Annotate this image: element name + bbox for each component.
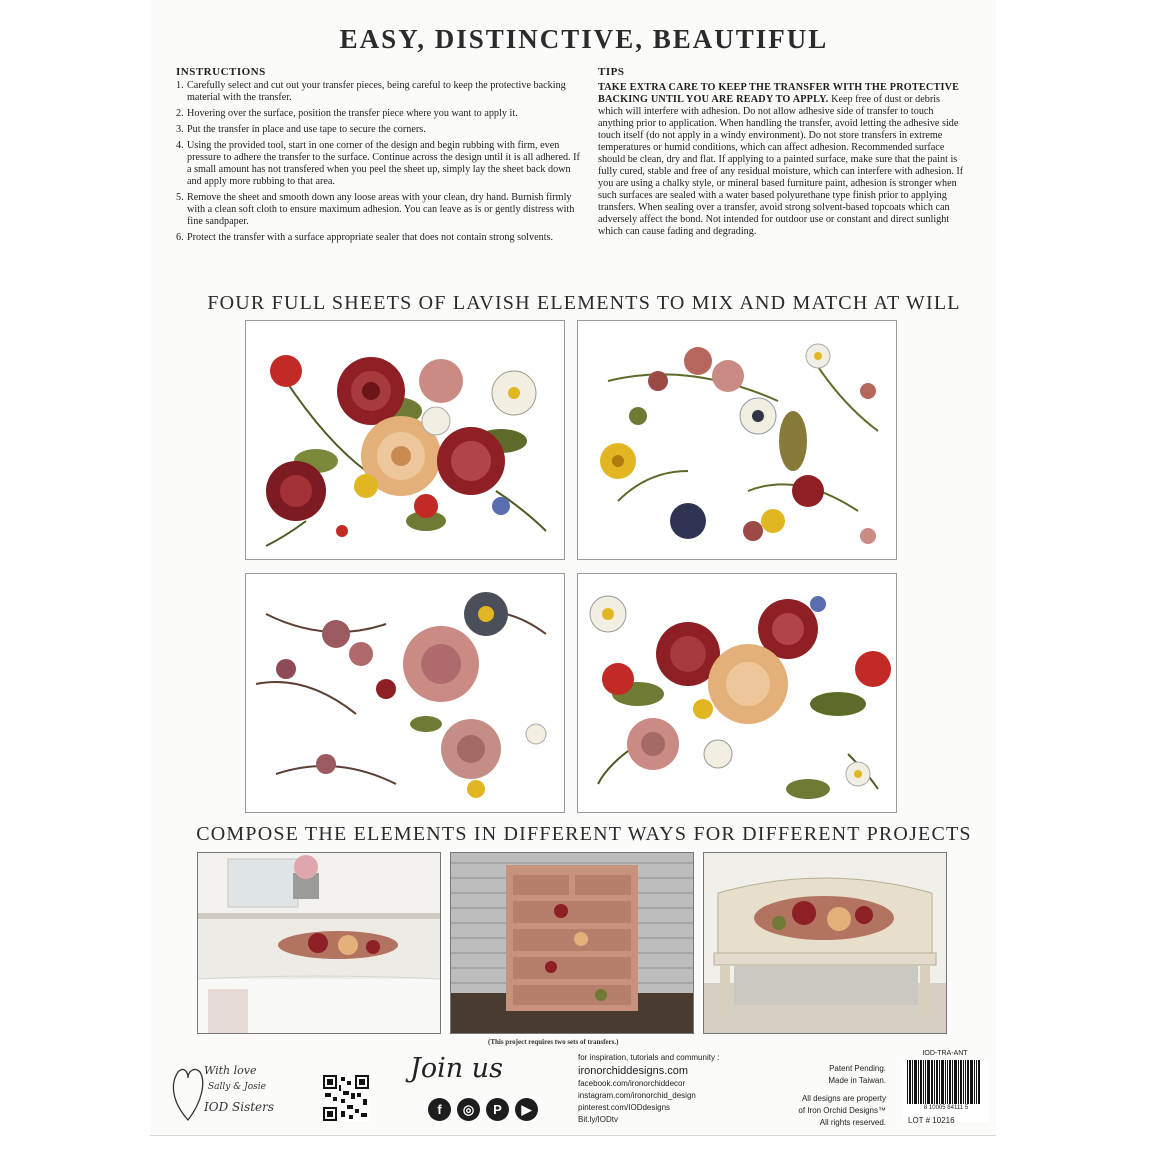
instructions-heading: INSTRUCTIONS (176, 66, 266, 78)
transfer-sheet-1 (245, 320, 565, 560)
floral-bouquet-illustration (246, 321, 564, 559)
blossom-branches-illustration (246, 574, 564, 812)
pinterest-icon[interactable]: P (486, 1098, 509, 1121)
tips-warning: TAKE EXTRA CARE TO KEEP THE TRANSFER WITH THE PROTECTIVE BACKING UNTIL YOU ARE READY TO APPLY. (598, 82, 960, 105)
barcode-number: 8 10005 84111 5 (923, 1105, 969, 1111)
qr-code-graphic (323, 1075, 369, 1121)
project-photo-bathtub (197, 852, 441, 1034)
heart-icon (168, 1062, 208, 1124)
facebook-icon[interactable]: f (428, 1098, 451, 1121)
youtube-icon[interactable]: ▶ (515, 1098, 538, 1121)
links-intro: for inspiration, tutorials and community : (578, 1053, 720, 1062)
page-title: EASY, DISTINCTIVE, BEAUTIFUL (339, 24, 829, 54)
qr-code[interactable] (323, 1075, 369, 1121)
signature: With love Sally & Josie IOD Sisters (168, 1060, 288, 1126)
website-link[interactable]: ironorchiddesigns.com (578, 1065, 689, 1077)
barcode-bars (907, 1060, 989, 1104)
dresser-photo (451, 853, 693, 1033)
pinterest-link[interactable]: pinterest.com/IODdesigns (578, 1103, 671, 1112)
instruction-step: 6. Protect the transfer with a surface appropriate sealer that does not contain strong solvents. (176, 232, 554, 243)
lot-number: LOT # 10216 (908, 1116, 955, 1125)
floral-arrangement-illustration (578, 574, 896, 812)
facebook-link[interactable]: facebook.com/ironorchiddecor (578, 1079, 686, 1088)
instruction-step: 5. Remove the sheet and smooth down any loose areas with your clean, dry hand. Burnish firmly with a clean soft cloth to ensure maximum adhesion. You can leave as is or gently distress with fine sandpaper. (176, 192, 575, 227)
sku-label: IOD-TRA-ANT (922, 1050, 968, 1057)
tips-body: Keep free of dust or debris which will interfere with adhesion. Do not allow adhesive side of transfer to touch anything prior to application. When handling the transfer, avoid letting the adhesive side touch itself (do not apply in a windy environment). Do not store transfers in extreme temperatures or humid conditions, which can affect adhesion. Recommended surface should be clean, dry and flat. If applying to a painted surface, make sure that the paint is fully cured, stable and free of any residual moisture, which can interfere with adhesion. If you are using a chalky style, or mineral based furniture paint, adhesion is stronger when such surfaces are sealed with a water based polyurethane type finish prior to applying transfers. When sealing over a transfer, avoid strong solvent-based topcoats which can adversely affect the bond. Not intended for outdoor use or constant and direct sunlight which can cause fading and degrading. (598, 94, 964, 237)
transfer-sheet-3 (245, 573, 565, 813)
instruction-step: 3. Put the transfer in place and use tape to secure the corners. (176, 124, 426, 135)
bench-photo (704, 853, 946, 1033)
tips-heading: TIPS (598, 66, 625, 78)
youtube-link[interactable]: Bit.ly/IODtv (578, 1115, 619, 1124)
instagram-icon[interactable]: ◎ (457, 1098, 480, 1121)
tips-text (598, 82, 964, 238)
sheets-section-title: FOUR FULL SHEETS OF LAVISH ELEMENTS TO MIX AND MATCH AT WILL (207, 292, 961, 314)
floral-stems-illustration (578, 321, 896, 559)
projects-section-title: COMPOSE THE ELEMENTS IN DIFFERENT WAYS FOR DIFFERENT PROJECTS (196, 823, 972, 845)
instructions-list (176, 80, 586, 248)
bathtub-photo (198, 853, 440, 1033)
transfer-sheet-4 (577, 573, 897, 813)
instruction-step: 2. Hovering over the surface, position the transfer piece where you want to apply it. (176, 108, 518, 119)
instagram-link[interactable]: instagram.com/ironorchid_design (578, 1091, 696, 1100)
instruction-step: 1. Carefully select and cut out your transfer pieces, being careful to keep the protective backing material with the transfer. (176, 80, 566, 103)
instruction-step: 4. Using the provided tool, start in one corner of the design and begin rubbing with firm, even pressure to adhere the transfer to the surface. Continue across the design until it is all adhered. If a small amount has not transfered when you peel the sheet up, simply lay the sheet back down and apply more rubbing to that area. (176, 140, 580, 187)
join-us-heading: Join us (410, 1053, 503, 1084)
transfer-sheet-2 (577, 320, 897, 560)
social-icons (428, 1098, 538, 1121)
project-note: (This project requires two sets of transfers.) (488, 1038, 619, 1046)
project-photo-bench (703, 852, 947, 1034)
legal-text: Patent Pending. Made in Taiwan. All designs are property of Iron Orchid Designs™ All rights reserved. (798, 1064, 886, 1127)
project-photo-dresser (450, 852, 694, 1034)
barcode (903, 1060, 989, 1122)
footer-links (578, 1052, 719, 1126)
